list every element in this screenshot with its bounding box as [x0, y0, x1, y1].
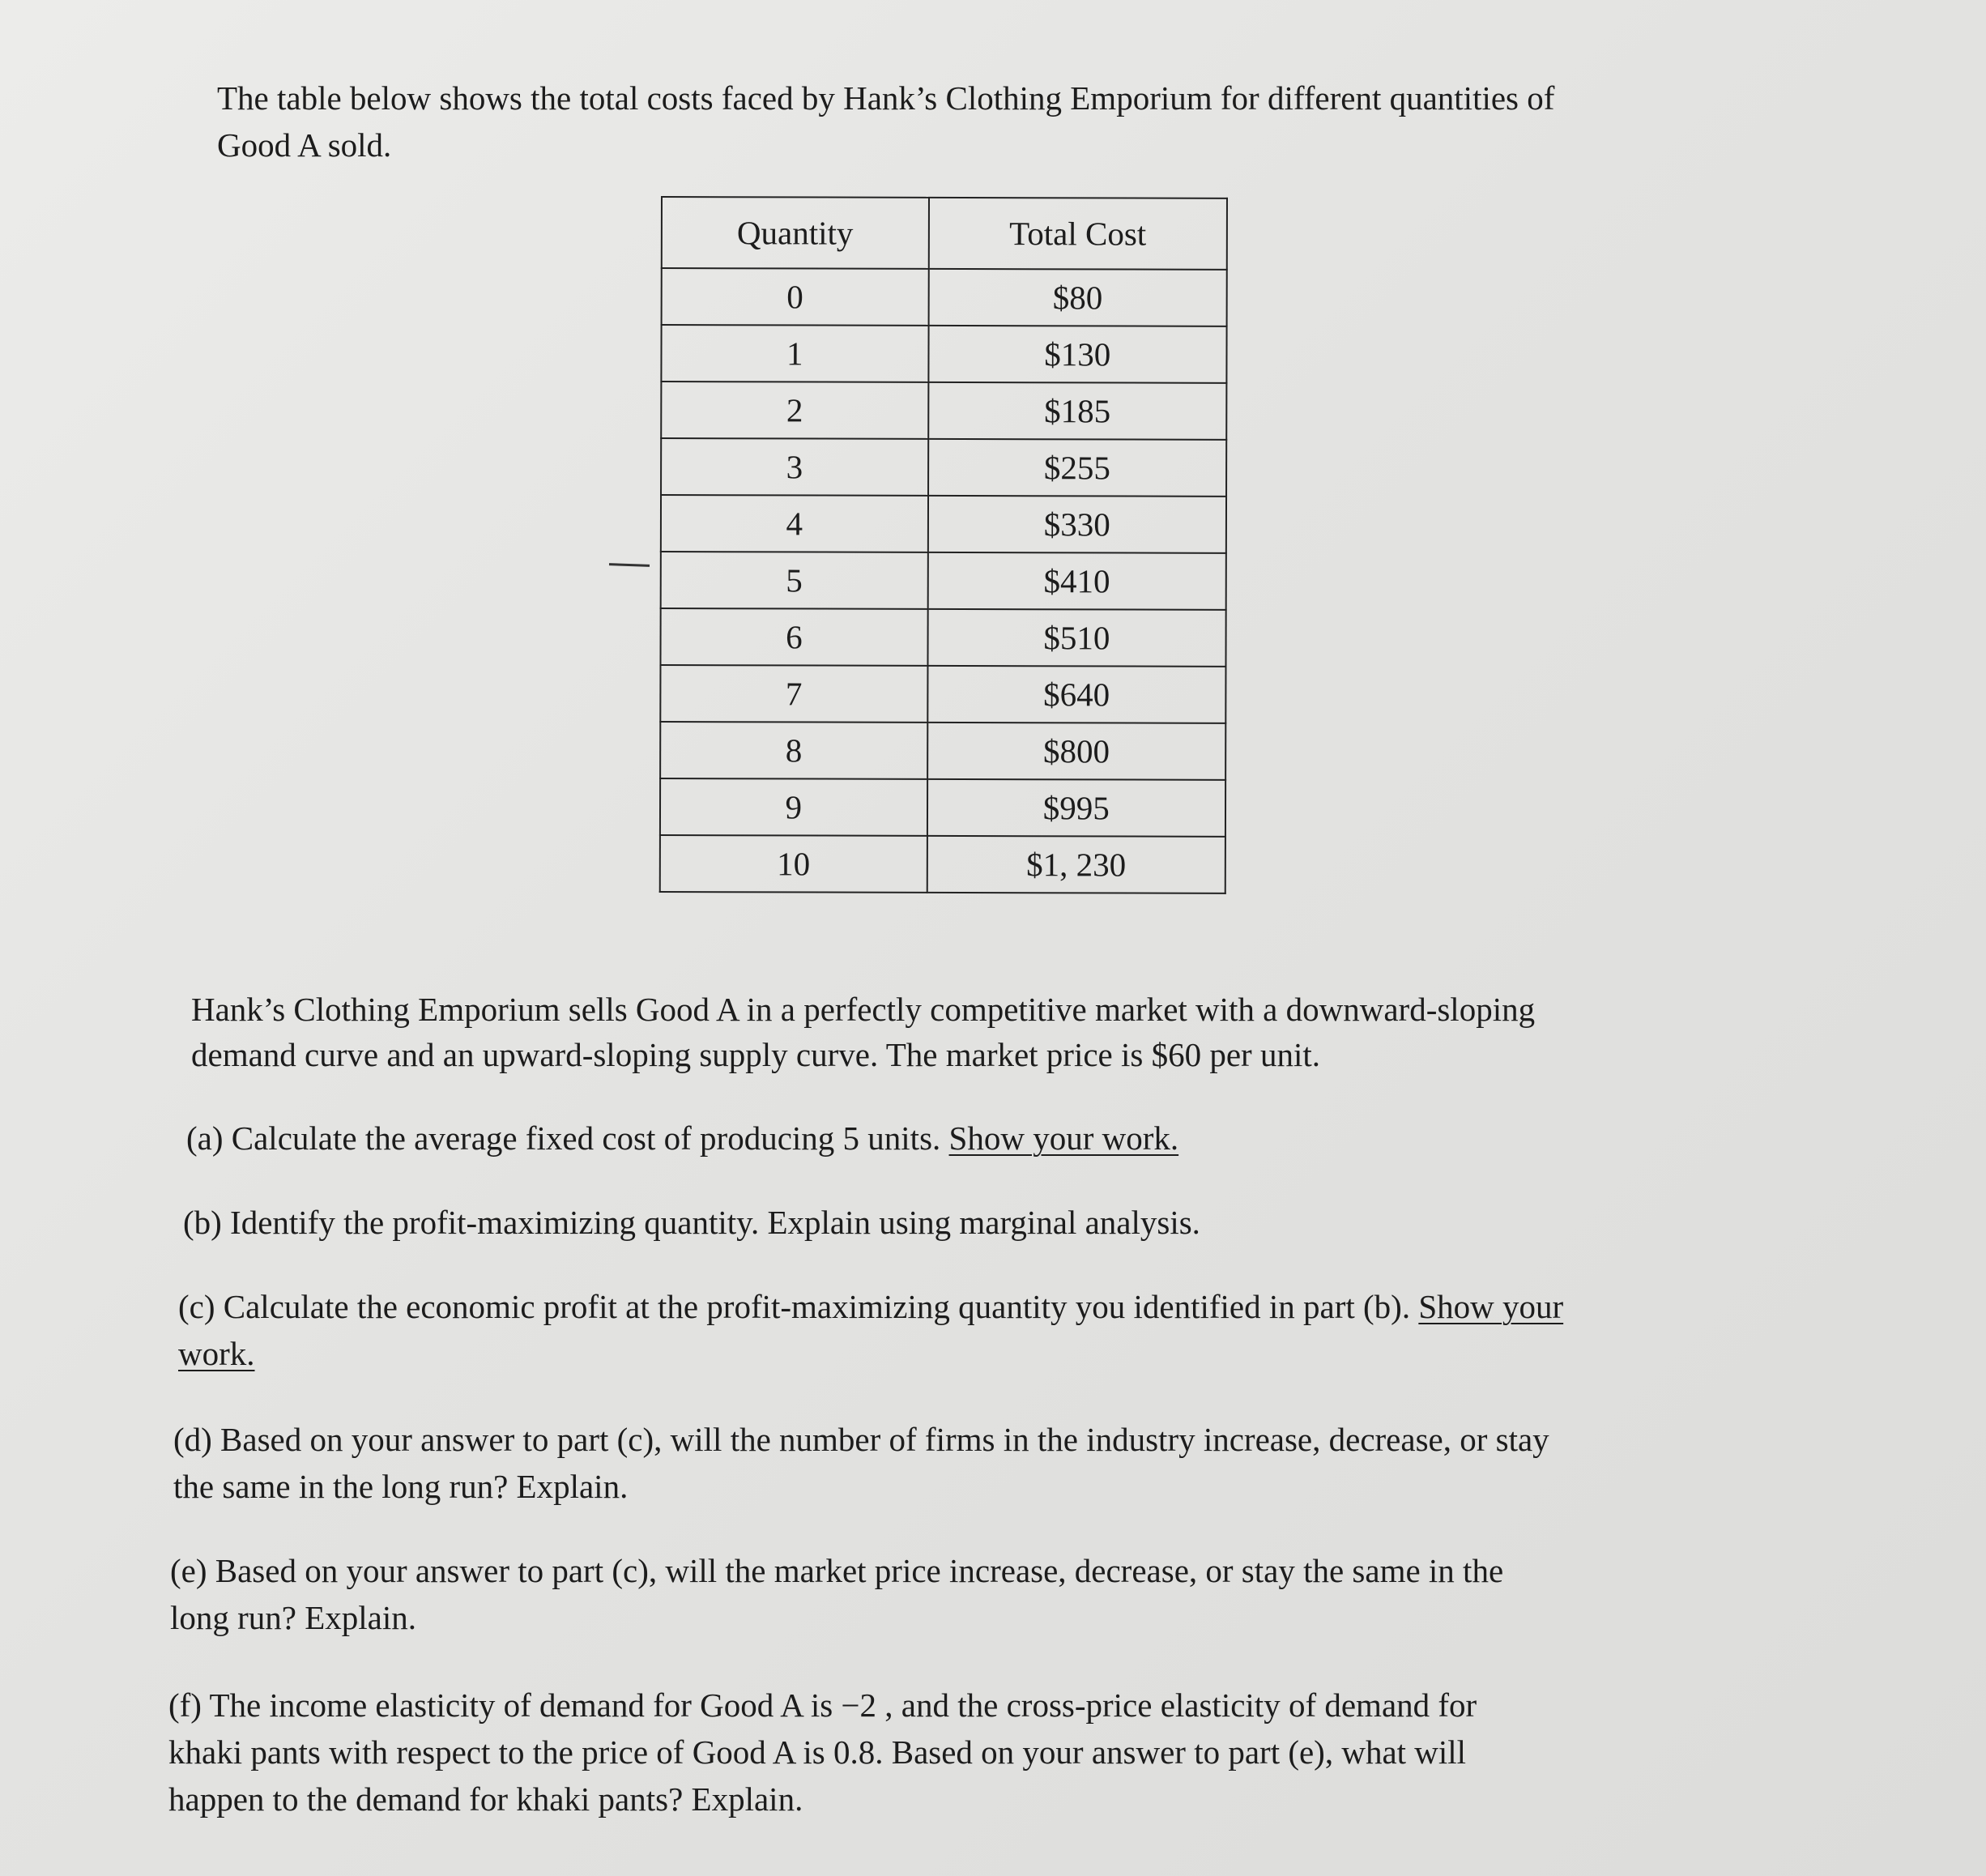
- total-cost-cell: $995: [927, 779, 1226, 837]
- table-row: [661, 325, 1226, 383]
- table-header-row: [662, 197, 1227, 270]
- table-row: [660, 608, 1225, 667]
- table-row: [661, 438, 1226, 497]
- total-cost-cell: $640: [927, 666, 1226, 723]
- quantity-cell: 10: [660, 835, 927, 893]
- table-row: [661, 382, 1226, 440]
- question-b-text: (b) Identify the profit-maximizing quantity. Explain using marginal analysis.: [183, 1204, 1200, 1241]
- question-b: [183, 1199, 1722, 1246]
- question-e: [170, 1547, 1709, 1641]
- intro-paragraph: [217, 75, 1675, 168]
- scenario-line-1: Hank’s Clothing Emporium sells Good A in a perfectly competitive market with a downward-sloping: [191, 991, 1536, 1028]
- table-row: [662, 268, 1227, 326]
- column-header-quantity: Quantity: [662, 197, 929, 269]
- total-cost-cell: $410: [927, 552, 1226, 610]
- question-c-text: (c) Calculate the economic profit at the profit-maximizing quantity you identified in part (b).: [178, 1288, 1419, 1325]
- question-f-line-3: happen to the demand for khaki pants? Explain.: [168, 1780, 803, 1818]
- total-cost-cell: $330: [927, 496, 1226, 553]
- total-cost-cell: $130: [928, 326, 1227, 383]
- total-cost-cell: $510: [927, 609, 1226, 667]
- scenario-paragraph: [191, 987, 1730, 1077]
- intro-line-2: Good A sold.: [217, 126, 392, 164]
- total-cost-cell: $255: [928, 439, 1227, 497]
- table-row: [660, 665, 1225, 723]
- question-d-line-2: the same in the long run? Explain.: [173, 1468, 629, 1505]
- table-row: [660, 778, 1225, 837]
- question-f-line-2: khaki pants with respect to the price of Good A is 0.8. Based on your answer to part (e), what will: [168, 1733, 1467, 1771]
- question-a: [186, 1115, 1725, 1162]
- question-c-work: work.: [178, 1335, 255, 1372]
- quantity-cell: 3: [661, 438, 928, 496]
- question-f: [168, 1682, 1707, 1823]
- table-row: [661, 495, 1226, 553]
- question-d: [173, 1416, 1712, 1510]
- total-cost-cell: $1, 230: [927, 836, 1225, 893]
- question-a-show-work: Show your work.: [948, 1119, 1179, 1157]
- quantity-cell: 6: [660, 608, 927, 666]
- total-cost-cell: $800: [927, 723, 1226, 780]
- total-cost-cell: $185: [928, 382, 1227, 440]
- total-cost-table: [659, 196, 1228, 894]
- table-row: [661, 552, 1226, 610]
- column-header-total-cost: Total Cost: [928, 198, 1227, 270]
- question-e-line-1: (e) Based on your answer to part (c), will the market price increase, decrease, or stay the same in the: [170, 1552, 1504, 1589]
- quantity-cell: 1: [661, 325, 928, 382]
- pen-mark: [609, 563, 650, 567]
- table-row: [660, 722, 1225, 780]
- question-d-line-1: (d) Based on your answer to part (c), will the number of firms in the industry increase, decrease, or stay: [173, 1421, 1549, 1458]
- question-c: [178, 1283, 1717, 1377]
- quantity-cell: 9: [660, 778, 927, 836]
- question-e-line-2: long run? Explain.: [170, 1599, 417, 1636]
- quantity-cell: 2: [661, 382, 928, 439]
- total-cost-cell: $80: [928, 269, 1227, 326]
- quantity-cell: 4: [661, 495, 928, 552]
- quantity-cell: 0: [662, 268, 929, 326]
- table-row: [660, 835, 1225, 893]
- scenario-line-2: demand curve and an upward-sloping supply curve. The market price is $60 per unit.: [191, 1036, 1320, 1073]
- quantity-cell: 7: [660, 665, 927, 723]
- question-f-line-1: (f) The income elasticity of demand for Good A is −2 , and the cross-price elasticity of demand for: [168, 1686, 1477, 1724]
- quantity-cell: 8: [660, 722, 927, 779]
- question-a-text: (a) Calculate the average fixed cost of producing 5 units.: [186, 1119, 949, 1157]
- intro-line-1: The table below shows the total costs faced by Hank’s Clothing Emporium for different quantities of: [217, 79, 1555, 117]
- quantity-cell: 5: [661, 552, 928, 609]
- question-c-show-your: Show your: [1418, 1288, 1564, 1325]
